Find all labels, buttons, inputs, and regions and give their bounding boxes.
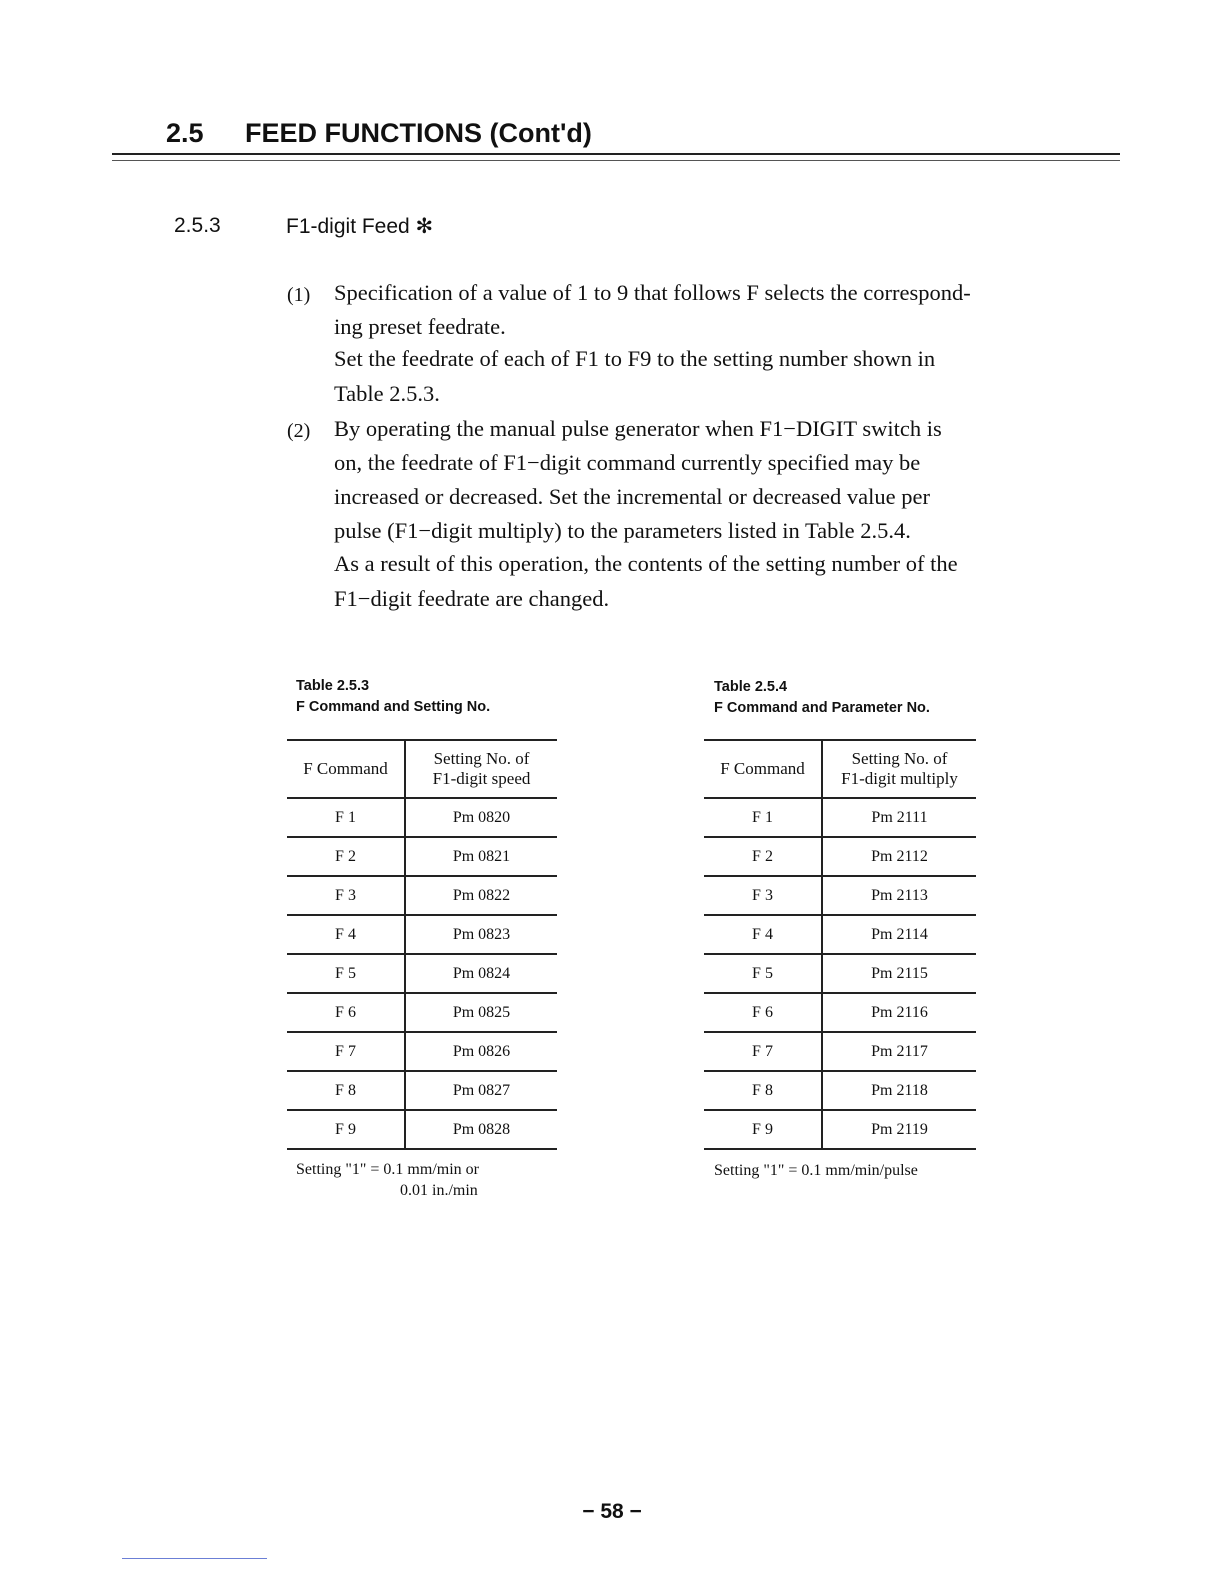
parameter-number-cell: Pm 2117: [822, 1032, 976, 1071]
table-254-col2-header-line2: F1-digit multiply: [841, 769, 958, 788]
parameter-number-cell: Pm 2112: [822, 837, 976, 876]
table-253-col2-header-line2: F1-digit speed: [432, 769, 531, 788]
f-command-cell: F 2: [704, 837, 822, 876]
f-command-cell: F 5: [287, 954, 405, 993]
item-2-line: increased or decreased. Set the incremental or decreased value per: [334, 484, 930, 509]
item-2-line: By operating the manual pulse generator when F1−DIGIT switch is: [334, 416, 942, 441]
table-253-caption-title: F Command and Setting No.: [296, 699, 491, 715]
table-253-caption: [296, 676, 490, 718]
table-253-note-line2: 0.01 in./min: [400, 1182, 478, 1199]
item-2-line: F1−digit feedrate are changed.: [334, 586, 610, 611]
item-2-line: As a result of this operation, the contents of the setting number of the: [334, 551, 958, 576]
f-command-cell: F 8: [287, 1071, 405, 1110]
parameter-number-cell: Pm 2115: [822, 954, 976, 993]
parameter-number-cell: Pm 2118: [822, 1071, 976, 1110]
table-row: [704, 915, 976, 954]
table-253: [287, 739, 557, 1150]
item-2-line: pulse (F1−digit multiply) to the parameters listed in Table 2.5.4.: [334, 518, 911, 543]
table-253-caption-number: Table 2.5.3: [296, 678, 370, 694]
f-command-cell: F 7: [704, 1032, 822, 1071]
table-253-col2-header-line1: Setting No. of: [433, 749, 530, 768]
parameter-number-cell: Pm 2113: [822, 876, 976, 915]
table-row: [704, 1110, 976, 1149]
f-command-cell: F 4: [287, 915, 405, 954]
setting-number-cell: Pm 0822: [405, 876, 557, 915]
f-command-cell: F 5: [704, 954, 822, 993]
table-row: [287, 876, 557, 915]
header-rule-thin: [112, 160, 1120, 161]
table-254-caption-title: F Command and Parameter No.: [714, 700, 930, 716]
table-254: [704, 739, 976, 1150]
section-number: 2.5: [166, 118, 204, 148]
item-1-line: Specification of a value of 1 to 9 that follows F selects the correspond-: [334, 280, 971, 305]
item-1-line: Set the feedrate of each of F1 to F9 to the setting number shown in: [334, 346, 936, 371]
f-command-cell: F 6: [287, 993, 405, 1032]
setting-number-cell: Pm 0821: [405, 837, 557, 876]
item-1-number: (1): [287, 284, 311, 306]
table-254-note: Setting "1" = 0.1 mm/min/pulse: [714, 1162, 918, 1179]
f-command-cell: F 9: [704, 1110, 822, 1149]
table-row: [287, 798, 557, 837]
item-1-line: Table 2.5.3.: [334, 381, 440, 406]
table-253-col2-header: [405, 740, 557, 798]
table-254-col1-header: F Command: [704, 740, 822, 798]
setting-number-cell: Pm 0828: [405, 1110, 557, 1149]
f-command-cell: F 7: [287, 1032, 405, 1071]
table-row: [704, 876, 976, 915]
setting-number-cell: Pm 0820: [405, 798, 557, 837]
f-command-cell: F 3: [704, 876, 822, 915]
f-command-cell: F 1: [704, 798, 822, 837]
f-command-cell: F 9: [287, 1110, 405, 1149]
table-row: [287, 1110, 557, 1149]
header-rule: [112, 153, 1120, 155]
table-row: [287, 837, 557, 876]
setting-number-cell: Pm 0827: [405, 1071, 557, 1110]
f-command-cell: F 6: [704, 993, 822, 1032]
item-2-number: (2): [287, 420, 311, 442]
table-row: [704, 1032, 976, 1071]
table-row: [287, 993, 557, 1032]
table-row: [287, 954, 557, 993]
table-row: [287, 1071, 557, 1110]
setting-number-cell: Pm 0824: [405, 954, 557, 993]
table-253-col1-header: F Command: [287, 740, 405, 798]
parameter-number-cell: Pm 2116: [822, 993, 976, 1032]
f-command-cell: F 3: [287, 876, 405, 915]
table-row: [704, 954, 976, 993]
table-row: [287, 1032, 557, 1071]
f-command-cell: F 4: [704, 915, 822, 954]
table-row: [704, 1071, 976, 1110]
table-row: [704, 798, 976, 837]
setting-number-cell: Pm 0823: [405, 915, 557, 954]
table-row: [287, 915, 557, 954]
item-1-line: ing preset feedrate.: [334, 314, 506, 339]
table-row: [704, 837, 976, 876]
table-254-caption-number: Table 2.5.4: [714, 679, 788, 695]
table-254-col2-header: [822, 740, 976, 798]
setting-number-cell: Pm 0826: [405, 1032, 557, 1071]
parameter-number-cell: Pm 2119: [822, 1110, 976, 1149]
table-row: [704, 993, 976, 1032]
table-254-col2-header-line1: Setting No. of: [851, 749, 948, 768]
table-253-note-line1: Setting "1" = 0.1 mm/min or: [296, 1161, 479, 1178]
parameter-number-cell: Pm 2114: [822, 915, 976, 954]
section-title: FEED FUNCTIONS (Cont'd): [245, 118, 592, 148]
footer-rule: [122, 1558, 267, 1559]
subsection-number: 2.5.3: [174, 214, 221, 237]
parameter-number-cell: Pm 2111: [822, 798, 976, 837]
item-2-line: on, the feedrate of F1−digit command currently specified may be: [334, 450, 921, 475]
f-command-cell: F 8: [704, 1071, 822, 1110]
f-command-cell: F 2: [287, 837, 405, 876]
subsection-title: F1-digit Feed ✻: [286, 215, 434, 238]
page-number: − 58 −: [582, 1500, 642, 1523]
setting-number-cell: Pm 0825: [405, 993, 557, 1032]
table-254-caption: [714, 677, 930, 719]
f-command-cell: F 1: [287, 798, 405, 837]
